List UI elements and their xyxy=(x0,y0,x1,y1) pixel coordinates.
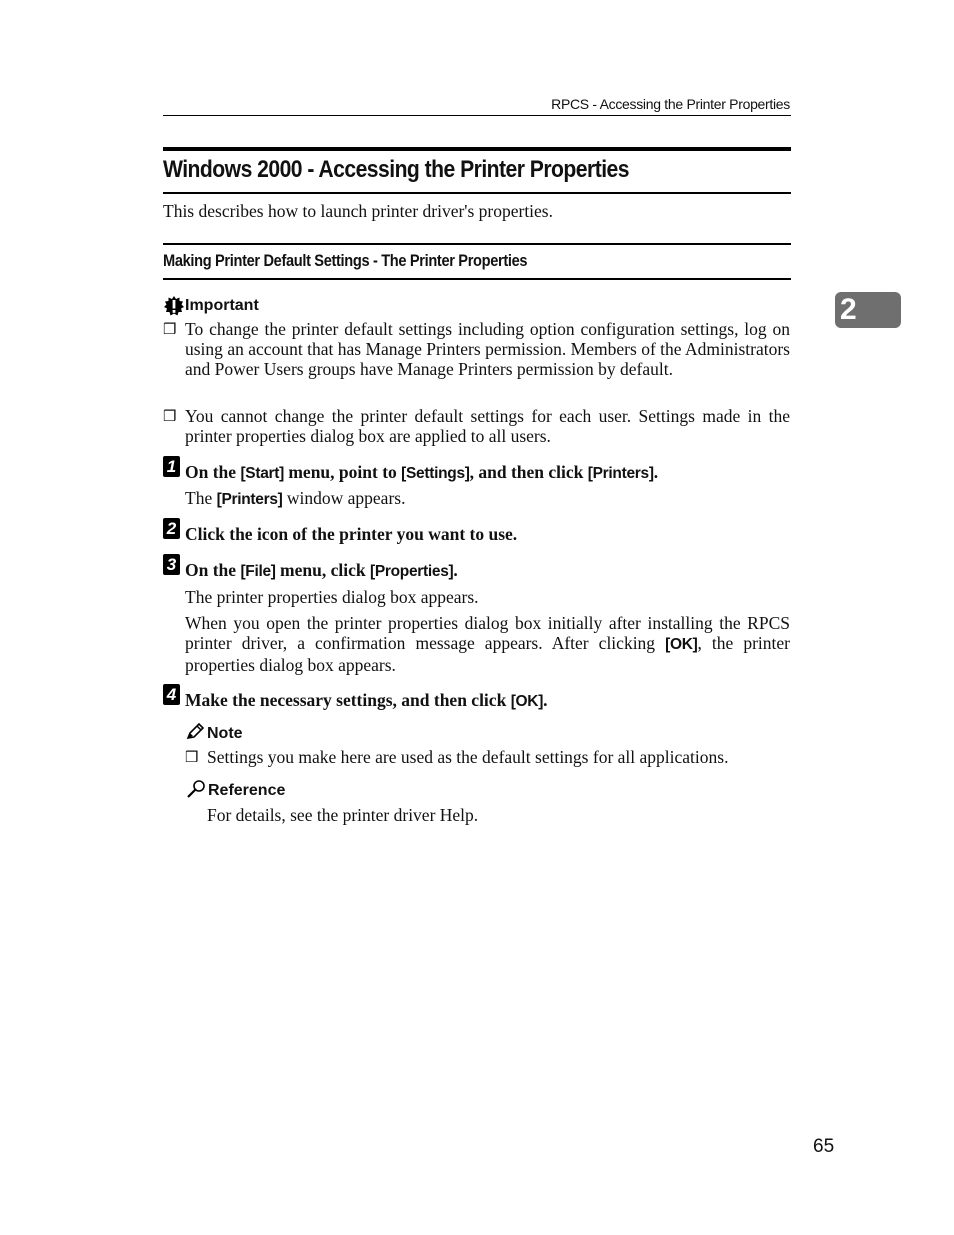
step-3-instruction: On the [File] menu, click [Properties]. xyxy=(185,560,458,580)
menu-start: [Start] xyxy=(240,465,284,482)
page-number: 65 xyxy=(813,1136,835,1157)
header-rule xyxy=(163,115,791,116)
step-number-icon: 1 xyxy=(163,456,180,477)
subsection-title: Making Printer Default Settings - The Printer Properties xyxy=(163,251,528,270)
subsection-top-rule xyxy=(163,243,791,245)
step-4-instruction: Make the necessary settings, and then click [OK]. xyxy=(185,690,548,710)
pencil-icon xyxy=(185,723,205,741)
running-head: RPCS - Accessing the Printer Properties xyxy=(551,96,790,112)
note-label: Note xyxy=(207,725,243,742)
ok-button-name: [OK] xyxy=(665,636,698,653)
menu-settings: [Settings] xyxy=(401,465,470,482)
important-icon xyxy=(163,295,185,317)
checkbox-icon: ❒ xyxy=(163,320,177,338)
step-number-icon: 2 xyxy=(163,518,180,539)
reference-text: For details, see the printer driver Help. xyxy=(207,805,479,825)
important-item: To change the printer default settings including option configuration settings, log on using an account that has Manage Printers permission. Members of the Administrators and Power Users groups have Manage Printers permission by default. xyxy=(185,319,790,379)
subsection-bottom-rule xyxy=(163,278,791,280)
section-title: Windows 2000 - Accessing the Printer Properties xyxy=(163,156,629,183)
step-number-icon: 4 xyxy=(163,684,180,705)
step-1-result: The [Printers] window appears. xyxy=(185,488,406,508)
step-1-instruction: On the [Start] menu, point to [Settings], and then click [Printers]. xyxy=(185,462,659,482)
important-label: Important xyxy=(185,297,259,314)
section-top-rule xyxy=(163,147,791,151)
menu-printers: [Printers] xyxy=(587,465,654,482)
printers-window-name: [Printers] xyxy=(216,491,283,508)
ok-button-name: [OK] xyxy=(510,693,544,710)
chapter-tab: 2 xyxy=(835,292,901,328)
menu-file: [File] xyxy=(240,563,276,580)
menu-properties: [Properties] xyxy=(369,563,454,580)
intro-text: This describes how to launch printer driver's properties. xyxy=(163,201,553,221)
reference-label: Reference xyxy=(208,782,286,799)
step-3-detail: When you open the printer properties dialog box initially after installing the RPCS printer driver, a confirmation message appears. After clicking [OK], the printer properties dialog box appears. xyxy=(185,613,790,675)
note-item: Settings you make here are used as the default settings for all applications. xyxy=(207,747,729,767)
step-number-icon: 3 xyxy=(163,554,180,575)
step-3-result: The printer properties dialog box appears. xyxy=(185,587,479,607)
checkbox-icon: ❒ xyxy=(185,748,199,766)
magnifier-icon xyxy=(185,779,207,799)
step-2-instruction: Click the icon of the printer you want to use. xyxy=(185,524,518,544)
important-item: You cannot change the printer default settings for each user. Settings made in the printer properties dialog box are applied to all users. xyxy=(185,406,790,446)
section-bottom-rule xyxy=(163,192,791,194)
checkbox-icon: ❒ xyxy=(163,407,177,425)
